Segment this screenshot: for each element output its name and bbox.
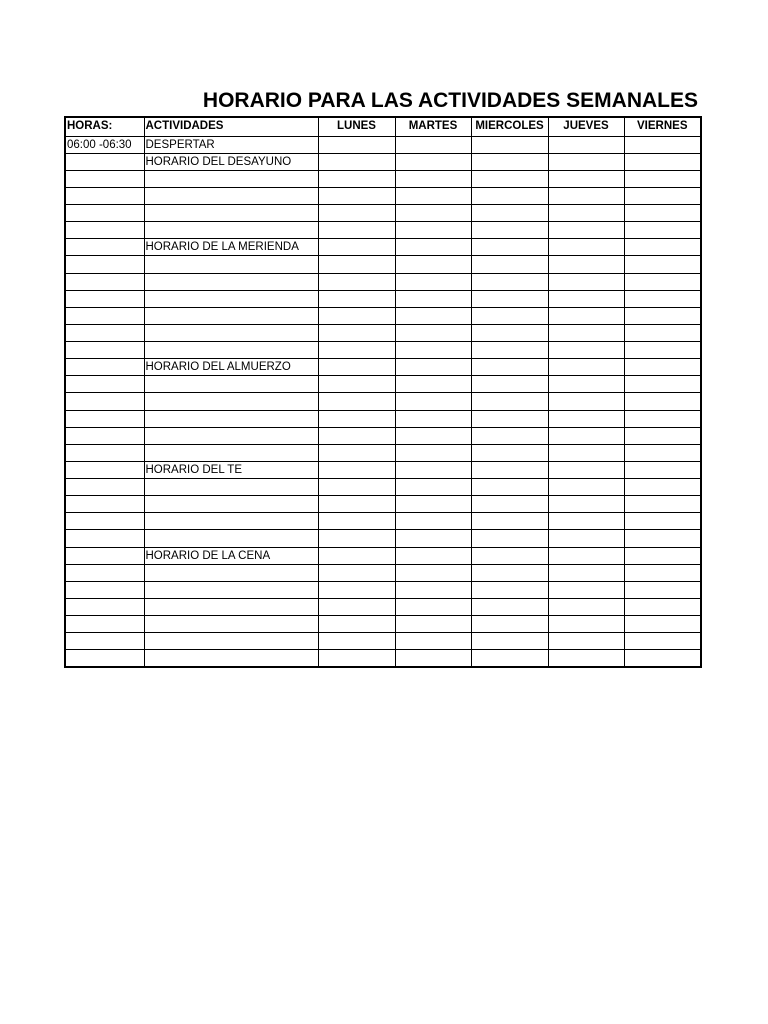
table-row (65, 581, 701, 598)
cell-miercoles[interactable] (471, 479, 548, 496)
cell-miercoles[interactable] (471, 616, 548, 633)
cell-miercoles[interactable] (471, 496, 548, 513)
cell-viernes[interactable] (624, 513, 701, 530)
cell-lunes[interactable] (318, 650, 395, 667)
cell-martes[interactable] (395, 444, 471, 461)
cell-actividad[interactable] (144, 513, 318, 530)
cell-actividad[interactable] (144, 342, 318, 359)
cell-actividad[interactable]: HORARIO DEL ALMUERZO (144, 359, 318, 376)
cell-hora[interactable] (65, 393, 144, 410)
cell-lunes[interactable] (318, 393, 395, 410)
cell-jueves[interactable] (548, 496, 624, 513)
cell-miercoles[interactable] (471, 547, 548, 564)
cell-martes[interactable] (395, 239, 471, 256)
cell-jueves[interactable] (548, 513, 624, 530)
cell-jueves[interactable] (548, 376, 624, 393)
cell-martes[interactable] (395, 153, 471, 170)
cell-actividad[interactable]: HORARIO DEL DESAYUNO (144, 153, 318, 170)
cell-lunes[interactable] (318, 479, 395, 496)
cell-viernes[interactable] (624, 461, 701, 478)
cell-viernes[interactable] (624, 581, 701, 598)
cell-hora[interactable] (65, 513, 144, 530)
cell-martes[interactable] (395, 222, 471, 239)
page-title: HORARIO PARA LAS ACTIVIDADES SEMANALES (202, 89, 698, 112)
cell-hora[interactable] (65, 633, 144, 650)
header-lunes: LUNES (318, 117, 395, 136)
header-actividades: ACTIVIDADES (144, 117, 318, 136)
cell-miercoles[interactable] (471, 376, 548, 393)
cell-hora[interactable] (65, 290, 144, 307)
table-row (65, 153, 701, 170)
table-row (65, 616, 701, 633)
cell-jueves[interactable] (548, 205, 624, 222)
table-row (65, 222, 701, 239)
cell-actividad[interactable]: HORARIO DE LA CENA (144, 547, 318, 564)
cell-lunes[interactable] (318, 342, 395, 359)
cell-miercoles[interactable] (471, 530, 548, 547)
cell-actividad[interactable] (144, 222, 318, 239)
cell-martes[interactable] (395, 530, 471, 547)
cell-viernes[interactable] (624, 307, 701, 324)
cell-actividad[interactable] (144, 410, 318, 427)
cell-hora[interactable] (65, 187, 144, 204)
cell-actividad[interactable] (144, 479, 318, 496)
cell-hora[interactable] (65, 205, 144, 222)
cell-lunes[interactable] (318, 324, 395, 341)
cell-hora[interactable] (65, 273, 144, 290)
table-row (65, 547, 701, 564)
cell-miercoles[interactable] (471, 136, 548, 153)
cell-jueves[interactable] (548, 650, 624, 667)
cell-hora[interactable] (65, 359, 144, 376)
cell-actividad[interactable] (144, 564, 318, 581)
cell-lunes[interactable] (318, 410, 395, 427)
cell-viernes[interactable] (624, 547, 701, 564)
cell-lunes[interactable] (318, 273, 395, 290)
cell-lunes[interactable] (318, 187, 395, 204)
table-row (65, 479, 701, 496)
cell-jueves[interactable] (548, 564, 624, 581)
table-row (65, 205, 701, 222)
cell-martes[interactable] (395, 581, 471, 598)
cell-miercoles[interactable] (471, 239, 548, 256)
cell-jueves[interactable] (548, 153, 624, 170)
cell-hora[interactable] (65, 461, 144, 478)
cell-lunes[interactable] (318, 256, 395, 273)
cell-actividad[interactable]: HORARIO DEL TE (144, 461, 318, 478)
cell-actividad[interactable] (144, 427, 318, 444)
cell-jueves[interactable] (548, 342, 624, 359)
cell-martes[interactable] (395, 513, 471, 530)
cell-miercoles[interactable] (471, 444, 548, 461)
cell-martes[interactable] (395, 564, 471, 581)
table-row (65, 273, 701, 290)
cell-miercoles[interactable] (471, 633, 548, 650)
cell-viernes[interactable] (624, 136, 701, 153)
cell-viernes[interactable] (624, 222, 701, 239)
table-row (65, 393, 701, 410)
cell-actividad[interactable] (144, 633, 318, 650)
table-row (65, 324, 701, 341)
table-row (65, 170, 701, 187)
cell-viernes[interactable] (624, 359, 701, 376)
cell-miercoles[interactable] (471, 410, 548, 427)
cell-martes[interactable] (395, 479, 471, 496)
table-row (65, 187, 701, 204)
cell-jueves[interactable] (548, 290, 624, 307)
cell-martes[interactable] (395, 376, 471, 393)
cell-actividad[interactable] (144, 598, 318, 615)
cell-actividad[interactable] (144, 393, 318, 410)
cell-jueves[interactable] (548, 187, 624, 204)
cell-actividad[interactable]: HORARIO DE LA MERIENDA (144, 239, 318, 256)
cell-viernes[interactable] (624, 393, 701, 410)
cell-martes[interactable] (395, 547, 471, 564)
cell-lunes[interactable] (318, 239, 395, 256)
cell-lunes[interactable] (318, 444, 395, 461)
header-jueves: JUEVES (548, 117, 624, 136)
cell-martes[interactable] (395, 616, 471, 633)
header-viernes: VIERNES (624, 117, 701, 136)
schedule-table (64, 116, 702, 668)
cell-martes[interactable] (395, 650, 471, 667)
cell-viernes[interactable] (624, 427, 701, 444)
cell-viernes[interactable] (624, 496, 701, 513)
cell-hora[interactable] (65, 479, 144, 496)
cell-miercoles[interactable] (471, 342, 548, 359)
cell-miercoles[interactable] (471, 359, 548, 376)
cell-miercoles[interactable] (471, 581, 548, 598)
cell-martes[interactable] (395, 205, 471, 222)
cell-miercoles[interactable] (471, 153, 548, 170)
cell-viernes[interactable] (624, 170, 701, 187)
table-row (65, 598, 701, 615)
cell-actividad[interactable] (144, 530, 318, 547)
cell-martes[interactable] (395, 427, 471, 444)
table-row (65, 564, 701, 581)
table-row (65, 530, 701, 547)
cell-lunes[interactable] (318, 530, 395, 547)
schedule-body (65, 136, 701, 667)
cell-jueves[interactable] (548, 547, 624, 564)
cell-viernes[interactable] (624, 342, 701, 359)
cell-jueves[interactable] (548, 393, 624, 410)
cell-viernes[interactable] (624, 564, 701, 581)
cell-actividad[interactable] (144, 290, 318, 307)
table-row (65, 461, 701, 478)
cell-miercoles[interactable] (471, 650, 548, 667)
cell-miercoles[interactable] (471, 564, 548, 581)
cell-martes[interactable] (395, 461, 471, 478)
cell-miercoles[interactable] (471, 273, 548, 290)
cell-hora[interactable] (65, 530, 144, 547)
cell-martes[interactable] (395, 170, 471, 187)
table-row (65, 444, 701, 461)
cell-lunes[interactable] (318, 153, 395, 170)
cell-viernes[interactable] (624, 444, 701, 461)
cell-hora[interactable] (65, 496, 144, 513)
table-row (65, 342, 701, 359)
cell-hora[interactable] (65, 256, 144, 273)
cell-jueves[interactable] (548, 324, 624, 341)
cell-martes[interactable] (395, 324, 471, 341)
cell-actividad[interactable] (144, 324, 318, 341)
cell-jueves[interactable] (548, 530, 624, 547)
cell-viernes[interactable] (624, 598, 701, 615)
cell-miercoles[interactable] (471, 256, 548, 273)
cell-hora[interactable] (65, 410, 144, 427)
cell-jueves[interactable] (548, 427, 624, 444)
cell-hora[interactable] (65, 153, 144, 170)
table-row (65, 376, 701, 393)
cell-lunes[interactable] (318, 547, 395, 564)
cell-actividad[interactable] (144, 581, 318, 598)
table-row (65, 307, 701, 324)
table-row (65, 513, 701, 530)
cell-viernes[interactable] (624, 290, 701, 307)
cell-lunes[interactable] (318, 461, 395, 478)
cell-viernes[interactable] (624, 633, 701, 650)
cell-jueves[interactable] (548, 479, 624, 496)
cell-jueves[interactable] (548, 136, 624, 153)
cell-hora[interactable] (65, 239, 144, 256)
cell-lunes[interactable] (318, 581, 395, 598)
header-martes: MARTES (395, 117, 471, 136)
cell-jueves[interactable] (548, 410, 624, 427)
cell-actividad[interactable] (144, 616, 318, 633)
table-row (65, 239, 701, 256)
header-row (65, 117, 701, 136)
cell-viernes[interactable] (624, 273, 701, 290)
cell-miercoles[interactable] (471, 307, 548, 324)
cell-lunes[interactable] (318, 136, 395, 153)
cell-hora[interactable] (65, 616, 144, 633)
cell-martes[interactable] (395, 598, 471, 615)
cell-martes[interactable] (395, 393, 471, 410)
cell-viernes[interactable] (624, 239, 701, 256)
cell-jueves[interactable] (548, 581, 624, 598)
cell-lunes[interactable] (318, 513, 395, 530)
cell-jueves[interactable] (548, 359, 624, 376)
table-row (65, 290, 701, 307)
table-row (65, 410, 701, 427)
cell-martes[interactable] (395, 136, 471, 153)
cell-martes[interactable] (395, 633, 471, 650)
cell-lunes[interactable] (318, 564, 395, 581)
table-row (65, 256, 701, 273)
cell-hora[interactable] (65, 222, 144, 239)
cell-actividad[interactable] (144, 376, 318, 393)
cell-hora[interactable] (65, 547, 144, 564)
cell-lunes[interactable] (318, 633, 395, 650)
cell-viernes[interactable] (624, 650, 701, 667)
cell-viernes[interactable] (624, 187, 701, 204)
cell-actividad[interactable] (144, 444, 318, 461)
cell-actividad[interactable] (144, 205, 318, 222)
cell-actividad[interactable] (144, 273, 318, 290)
cell-viernes[interactable] (624, 205, 701, 222)
cell-miercoles[interactable] (471, 222, 548, 239)
cell-lunes[interactable] (318, 290, 395, 307)
table-row (65, 136, 701, 153)
cell-miercoles[interactable] (471, 427, 548, 444)
table-row (65, 359, 701, 376)
cell-jueves[interactable] (548, 633, 624, 650)
cell-hora[interactable] (65, 342, 144, 359)
cell-martes[interactable] (395, 359, 471, 376)
cell-hora[interactable] (65, 444, 144, 461)
cell-actividad[interactable] (144, 256, 318, 273)
cell-lunes[interactable] (318, 427, 395, 444)
cell-lunes[interactable] (318, 307, 395, 324)
cell-jueves[interactable] (548, 256, 624, 273)
cell-actividad[interactable]: DESPERTAR (144, 136, 318, 153)
cell-actividad[interactable] (144, 650, 318, 667)
cell-hora[interactable] (65, 324, 144, 341)
cell-miercoles[interactable] (471, 393, 548, 410)
cell-viernes[interactable] (624, 410, 701, 427)
cell-actividad[interactable] (144, 307, 318, 324)
cell-jueves[interactable] (548, 444, 624, 461)
cell-martes[interactable] (395, 496, 471, 513)
cell-lunes[interactable] (318, 496, 395, 513)
cell-lunes[interactable] (318, 205, 395, 222)
cell-jueves[interactable] (548, 239, 624, 256)
cell-miercoles[interactable] (471, 513, 548, 530)
cell-hora[interactable] (65, 650, 144, 667)
cell-miercoles[interactable] (471, 187, 548, 204)
cell-hora[interactable] (65, 427, 144, 444)
table-row (65, 650, 701, 667)
cell-viernes[interactable] (624, 256, 701, 273)
table-row (65, 633, 701, 650)
cell-martes[interactable] (395, 256, 471, 273)
cell-jueves[interactable] (548, 307, 624, 324)
cell-martes[interactable] (395, 342, 471, 359)
cell-jueves[interactable] (548, 616, 624, 633)
header-horas: HORAS: (65, 117, 144, 136)
cell-viernes[interactable] (624, 479, 701, 496)
cell-jueves[interactable] (548, 170, 624, 187)
cell-actividad[interactable] (144, 496, 318, 513)
cell-miercoles[interactable] (471, 598, 548, 615)
cell-miercoles[interactable] (471, 170, 548, 187)
cell-actividad[interactable] (144, 170, 318, 187)
cell-viernes[interactable] (624, 616, 701, 633)
cell-lunes[interactable] (318, 222, 395, 239)
cell-martes[interactable] (395, 290, 471, 307)
cell-lunes[interactable] (318, 616, 395, 633)
cell-lunes[interactable] (318, 598, 395, 615)
cell-lunes[interactable] (318, 359, 395, 376)
cell-jueves[interactable] (548, 598, 624, 615)
cell-hora[interactable]: 06:00 -06:30 (65, 136, 144, 153)
cell-viernes[interactable] (624, 324, 701, 341)
cell-jueves[interactable] (548, 222, 624, 239)
cell-martes[interactable] (395, 187, 471, 204)
table-row (65, 496, 701, 513)
cell-viernes[interactable] (624, 530, 701, 547)
cell-jueves[interactable] (548, 273, 624, 290)
cell-jueves[interactable] (548, 461, 624, 478)
cell-martes[interactable] (395, 307, 471, 324)
cell-hora[interactable] (65, 598, 144, 615)
table-row (65, 427, 701, 444)
cell-hora[interactable] (65, 581, 144, 598)
cell-lunes[interactable] (318, 376, 395, 393)
cell-hora[interactable] (65, 170, 144, 187)
cell-viernes[interactable] (624, 376, 701, 393)
cell-lunes[interactable] (318, 170, 395, 187)
cell-viernes[interactable] (624, 153, 701, 170)
cell-miercoles[interactable] (471, 205, 548, 222)
cell-hora[interactable] (65, 564, 144, 581)
cell-miercoles[interactable] (471, 461, 548, 478)
cell-hora[interactable] (65, 307, 144, 324)
cell-hora[interactable] (65, 376, 144, 393)
cell-miercoles[interactable] (471, 290, 548, 307)
cell-martes[interactable] (395, 410, 471, 427)
cell-miercoles[interactable] (471, 324, 548, 341)
cell-martes[interactable] (395, 273, 471, 290)
header-miercoles: MIERCOLES (471, 117, 548, 136)
cell-actividad[interactable] (144, 187, 318, 204)
